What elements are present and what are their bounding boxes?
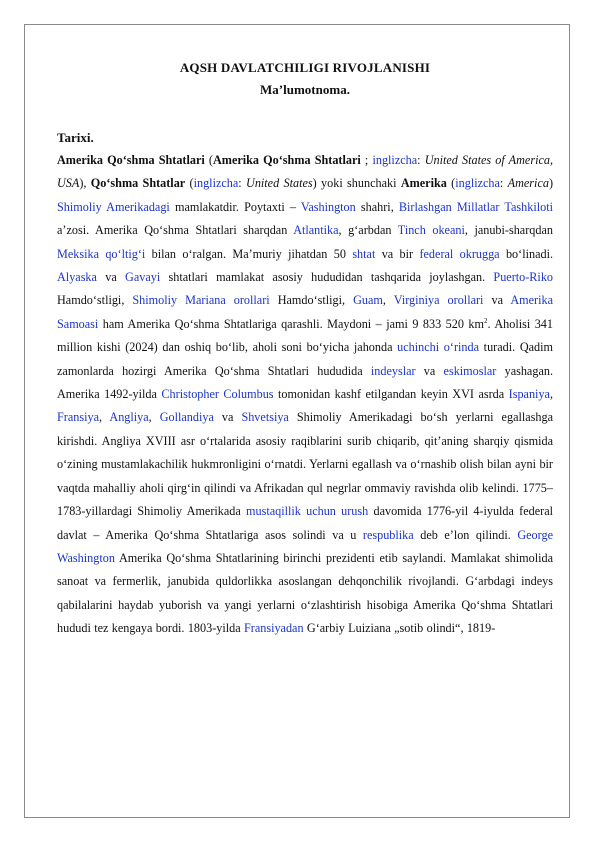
wiki-link[interactable]: Birlashgan Millatlar Tashkiloti xyxy=(398,199,553,214)
text-run: turadi. Qadim zamonlarda hozirgi Amerika Qo‘shma Shtatlari hududida xyxy=(57,340,553,378)
bold-term: Amerika Qo‘shma Shtatlari xyxy=(57,153,205,167)
wiki-link[interactable]: respublika xyxy=(362,527,414,542)
wiki-link[interactable]: Shvetsiya xyxy=(241,410,289,425)
text-run: , xyxy=(148,410,160,425)
wiki-link[interactable]: Amerika Samoasi xyxy=(57,293,553,331)
text-run: va xyxy=(213,410,242,425)
text-run: ) xyxy=(548,176,554,191)
wiki-link[interactable]: inglizcha xyxy=(372,153,418,167)
text-run: : xyxy=(238,176,247,191)
bold-term: Qo‘shma Shtatlar xyxy=(90,176,186,191)
wiki-link[interactable]: uchinchi o‘rinda xyxy=(397,340,480,355)
text-run: shahri, xyxy=(355,199,399,214)
text-run: ( xyxy=(446,176,456,191)
document-content xyxy=(57,60,553,641)
text-run: Hamdo‘stligi, xyxy=(57,293,133,308)
bold-term: Amerika Qo‘shma Shtatlari xyxy=(213,153,361,167)
wiki-link[interactable]: Vashington xyxy=(300,199,356,214)
text-run: bilan o‘ralgan. Ma’muriy jihatdan 50 xyxy=(145,246,353,261)
text-run: : xyxy=(499,176,508,191)
wiki-link[interactable]: George Washington xyxy=(57,527,553,565)
wiki-link[interactable]: Shimoliy Amerikadagi xyxy=(57,199,170,214)
text-run: yashagan. Amerika 1492-yilda xyxy=(57,363,553,402)
wiki-link[interactable]: Puerto-Riko xyxy=(493,270,554,285)
text-run: Hamdo‘stligi, xyxy=(269,293,354,308)
wiki-link[interactable]: eskimoslar xyxy=(443,363,497,378)
text-run: ham Amerika Qo‘shma Shtatlariga qarashli. Maydoni – jami 9 833 520 km xyxy=(98,316,484,331)
text-run: Amerika Qo‘shma Shtatlarining birinchi prezidenti etib saylandi. Mamlakat shimolida sanoat va fermerlik, janubida quldorlikka asoslangan dehqonchilik rivojlandi. G‘arbdagi indeys qabilalarini haydab yuborish va yangi yerlarni o‘zlashtirish hisobiga Amerika Qo‘shma Shtatlari hududi tez kengaya bordi. 1803-yilda xyxy=(57,550,553,636)
text-run: , xyxy=(98,410,110,425)
text-run: deb e’lon qilindi. xyxy=(413,527,518,542)
wiki-link[interactable]: Virginiya orollari xyxy=(393,293,484,308)
wiki-link[interactable]: Fransiya xyxy=(57,410,99,425)
wiki-link[interactable]: Gollandiya xyxy=(159,410,214,425)
text-run: va xyxy=(96,270,126,285)
text-run: mamlakatdir. Poytaxti – xyxy=(169,199,301,214)
document-subtitle: Ma’lumotnoma. xyxy=(260,82,350,97)
text-run: a’zosi. Amerika Qo‘shma Shtatlari sharqdan xyxy=(57,223,294,238)
section-title: Tarixi. xyxy=(57,130,94,145)
text-run: Shimoliy Amerikadagi bo‘sh yerlarni egallashga kirishdi. Angliya XVIII asr o‘rtalarida asosiy raqiblarini surib chiqarib, qit’aning sharqiy qismida o‘zining mustamlakachilik hukmronligini o‘rnatdi. Yerlarni egallash va o‘rnashib olish bilan ayni bir vaqtda mahalliy aholi qirg‘in qilindi va Afrikadan qul negrlar ommaviy ravishda olib kelindi. 1775–1783-yillardagi Shimoliy Amerikada xyxy=(57,410,553,519)
wiki-link[interactable]: Atlantika xyxy=(293,223,339,238)
wiki-link[interactable]: Tinch okeani xyxy=(397,223,465,238)
wiki-link[interactable]: inglizcha xyxy=(455,176,500,191)
wiki-link[interactable]: mustaqillik uchun urush xyxy=(246,504,369,519)
wiki-link[interactable]: Shimoliy Mariana orollari xyxy=(132,293,270,308)
bold-term: Amerika xyxy=(400,176,447,191)
wiki-link[interactable]: Christopher Columbus xyxy=(161,387,274,402)
text-run: , xyxy=(549,387,553,402)
text-run: ; xyxy=(360,153,373,167)
wiki-link[interactable]: inglizcha xyxy=(193,176,239,191)
wiki-link[interactable]: Meksika qo‘ltig‘i xyxy=(57,246,146,261)
wiki-link[interactable]: shtat xyxy=(352,246,376,261)
text-run: davomida 1776-yil 4-iyulda federal davlat – Amerika Qo‘shma Shtatlariga asos solindi va u xyxy=(57,504,554,542)
wiki-link[interactable]: Fransiyadan xyxy=(243,621,304,636)
text-run: va bir xyxy=(375,246,420,261)
text-run: va xyxy=(415,363,444,378)
text-run: shtatlari mamlakat asosiy hududidan tashqarida joylashgan. xyxy=(160,270,494,285)
document-title: AQSH DAVLATCHILIGI RIVOJLANISHI xyxy=(179,60,431,75)
italic-term: United States xyxy=(246,176,313,191)
text-run: va xyxy=(483,293,511,308)
italic-term: United States of America, USA xyxy=(57,153,554,191)
wiki-link[interactable]: federal okrugga xyxy=(419,246,500,261)
italic-term: America xyxy=(507,176,549,191)
wiki-link[interactable]: indeyslar xyxy=(370,363,416,378)
wiki-link[interactable]: Gavayi xyxy=(125,270,161,285)
superscript: 2 xyxy=(484,316,488,325)
text-run: ), xyxy=(79,176,91,191)
text-run: : xyxy=(417,153,425,167)
wiki-link[interactable]: Angliya xyxy=(109,410,149,425)
text-run: , xyxy=(382,293,394,308)
text-run: tomonidan kashf etilgandan keyin XVI asrda xyxy=(273,387,509,402)
text-run: bo‘linadi. xyxy=(499,246,553,261)
text-run: ) yoki shunchaki xyxy=(312,176,401,191)
text-run: ( xyxy=(185,176,194,191)
wiki-link[interactable]: Ispaniya xyxy=(508,387,550,402)
text-run: , g‘arbdan xyxy=(338,223,398,238)
history-paragraph xyxy=(57,149,553,641)
text-run: , janubi-sharqdan xyxy=(464,223,553,238)
text-run: G‘arbiy Luiziana „sotib olindi“, 1819- xyxy=(303,621,496,636)
wiki-link[interactable]: Guam xyxy=(353,293,383,308)
text-run: . Aholisi 341 million kishi (2024) dan oshiq bo‘lib, aholi soni bo‘yicha jahonda xyxy=(57,316,553,355)
text-run: ( xyxy=(204,153,213,167)
wiki-link[interactable]: Alyaska xyxy=(57,270,97,285)
